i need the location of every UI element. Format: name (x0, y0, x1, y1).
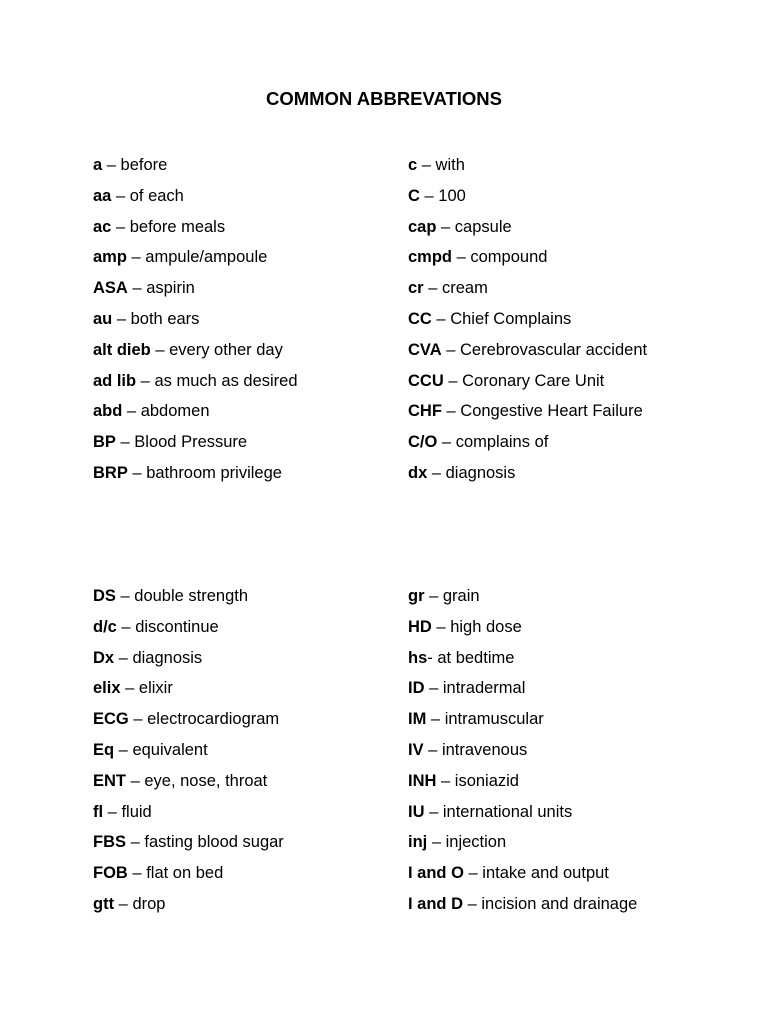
abbreviation-separator: – (150, 340, 170, 359)
abbreviation-meaning: high dose (450, 617, 522, 636)
abbreviation-term: ID (408, 679, 425, 698)
abbreviation-term: c (408, 156, 418, 174)
abbreviation-term: a (93, 156, 103, 174)
abbreviation-separator: – (128, 710, 148, 729)
abbreviation-term: elix (93, 679, 121, 698)
abbreviation-entry (408, 832, 637, 863)
abbreviation-meaning: elixir (138, 679, 173, 698)
abbreviation-meaning: with (435, 156, 465, 174)
abbreviation-separator: – (437, 433, 456, 452)
abbreviation-separator: – (423, 740, 442, 759)
abbreviation-separator: – (427, 833, 446, 852)
abbreviation-separator: – (111, 186, 130, 205)
abbreviation-meaning: 100 (438, 186, 466, 205)
abbreviation-meaning: ampule/ampoule (145, 248, 268, 267)
abbreviation-separator: – (126, 833, 145, 852)
abbreviation-term: gtt (93, 894, 115, 913)
abbreviation-meaning: international units (442, 802, 573, 821)
abbreviation-entry (93, 586, 284, 617)
abbreviation-term: DS (93, 587, 116, 605)
abbreviation-term: amp (93, 248, 127, 267)
abbreviation-term: CC (408, 309, 432, 328)
abbreviation-separator: – (463, 864, 483, 883)
abbreviation-meaning: both ears (130, 309, 200, 328)
abbreviation-separator: – (114, 740, 133, 759)
abbreviation-entry (408, 648, 637, 679)
abbreviation-meaning: double strength (134, 587, 249, 605)
abbreviation-term: d/c (93, 617, 117, 636)
abbreviation-entry (93, 278, 298, 309)
abbreviation-separator: - (427, 648, 438, 667)
abbreviation-entry (93, 832, 284, 863)
abbreviation-meaning: bathroom privilege (146, 463, 282, 482)
abbreviation-entry (408, 432, 647, 463)
abbreviation-separator: – (103, 802, 122, 821)
abbreviation-term: INH (408, 771, 437, 790)
abbreviation-separator: – (127, 864, 147, 883)
abbreviation-entry (93, 863, 284, 894)
abbreviation-meaning: fasting blood sugar (144, 833, 284, 852)
abbreviation-entry (93, 740, 284, 771)
abbreviation-term: inj (408, 833, 428, 852)
abbreviation-term: FBS (93, 833, 126, 852)
abbreviation-term: cap (408, 217, 437, 236)
abbreviation-term: I and O (408, 864, 464, 883)
abbreviation-separator: – (127, 279, 147, 298)
abbreviation-meaning: complains of (455, 433, 549, 452)
abbreviation-separator: – (419, 186, 439, 205)
abbreviation-meaning: equivalent (132, 740, 208, 759)
abbreviation-entry (93, 894, 284, 925)
abbreviation-separator: – (441, 402, 461, 421)
abbreviation-list-section-1-right (408, 155, 647, 494)
abbreviation-meaning: Cerebrovascular accident (459, 340, 648, 359)
abbreviation-separator: – (115, 587, 135, 605)
abbreviation-term: C (408, 186, 420, 205)
abbreviation-meaning: of each (129, 186, 184, 205)
abbreviation-separator: – (441, 340, 460, 359)
abbreviation-separator: – (424, 587, 443, 605)
abbreviation-entry (93, 678, 284, 709)
abbreviation-term: IV (408, 740, 424, 759)
abbreviation-meaning: every other day (169, 340, 283, 359)
abbreviation-term: CVA (408, 340, 442, 359)
abbreviation-separator: – (112, 309, 131, 328)
abbreviation-separator: – (127, 463, 147, 482)
abbreviation-term: cmpd (408, 248, 453, 267)
abbreviation-entry (408, 802, 637, 833)
abbreviation-meaning: isoniazid (454, 771, 519, 790)
abbreviation-term: fl (93, 802, 104, 821)
abbreviation-meaning: Chief Complains (450, 309, 572, 328)
abbreviation-separator: – (114, 648, 133, 667)
abbreviation-entry (408, 740, 637, 771)
abbreviation-meaning: fluid (121, 802, 152, 821)
abbreviation-separator: – (126, 248, 146, 267)
abbreviation-separator: – (120, 679, 139, 698)
abbreviation-meaning: before (120, 156, 168, 174)
abbreviation-meaning: Coronary Care Unit (462, 371, 605, 390)
abbreviation-term: Eq (93, 740, 115, 759)
abbreviation-separator: – (426, 710, 445, 729)
abbreviation-separator: – (452, 248, 471, 267)
abbreviation-list-section-2-left (93, 586, 284, 925)
abbreviation-separator: – (427, 463, 446, 482)
abbreviation-term: hs (408, 648, 428, 667)
abbreviation-term: ac (93, 217, 112, 236)
abbreviation-term: BRP (93, 463, 128, 482)
abbreviation-entry (408, 155, 647, 186)
abbreviation-separator: – (102, 156, 121, 174)
abbreviation-separator: – (136, 371, 155, 390)
abbreviation-meaning: intake and output (482, 864, 609, 883)
abbreviation-list-section-1-left (93, 155, 298, 494)
abbreviation-entry (93, 217, 298, 248)
abbreviation-separator: – (417, 156, 436, 174)
abbreviation-entry (408, 894, 637, 925)
abbreviation-entry (408, 247, 647, 278)
abbreviation-term: ENT (93, 771, 126, 790)
abbreviation-term: FOB (93, 864, 128, 883)
abbreviation-entry (408, 771, 637, 802)
abbreviation-entry (93, 432, 298, 463)
abbreviation-meaning: intradermal (442, 679, 526, 698)
abbreviation-term: HD (408, 617, 432, 636)
abbreviation-entry (408, 371, 647, 402)
abbreviation-meaning: before meals (129, 217, 226, 236)
abbreviation-meaning: injection (445, 833, 507, 852)
abbreviation-entry (408, 617, 637, 648)
abbreviation-meaning: drop (132, 894, 166, 913)
abbreviation-separator: – (423, 279, 442, 298)
abbreviation-term: cr (408, 279, 424, 298)
abbreviation-term: abd (93, 402, 123, 421)
abbreviation-separator: – (116, 617, 136, 636)
abbreviation-meaning: capsule (454, 217, 512, 236)
abbreviation-entry (408, 678, 637, 709)
abbreviation-entry (93, 155, 298, 186)
abbreviation-entry (93, 709, 284, 740)
abbreviation-term: I and D (408, 894, 464, 913)
abbreviation-separator: – (431, 309, 451, 328)
abbreviation-separator: – (436, 771, 455, 790)
abbreviation-term: aa (93, 186, 112, 205)
abbreviation-term: gr (408, 587, 425, 605)
abbreviation-meaning: Congestive Heart Failure (460, 402, 643, 421)
abbreviation-meaning: Blood Pressure (134, 433, 248, 452)
abbreviation-entry (93, 771, 284, 802)
abbreviation-entry (93, 186, 298, 217)
abbreviation-meaning: incision and drainage (481, 894, 638, 913)
abbreviation-entry (408, 863, 637, 894)
abbreviation-entry (408, 278, 647, 309)
abbreviation-separator: – (111, 217, 130, 236)
abbreviation-term: CHF (408, 402, 442, 421)
abbreviation-term: ASA (93, 279, 128, 298)
abbreviation-meaning: diagnosis (132, 648, 203, 667)
abbreviation-separator: – (436, 217, 455, 236)
abbreviation-entry (408, 401, 647, 432)
abbreviation-separator: – (126, 771, 145, 790)
abbreviation-term: ECG (93, 710, 129, 729)
abbreviation-separator: – (463, 894, 482, 913)
abbreviation-entry (93, 401, 298, 432)
abbreviation-meaning: grain (442, 587, 480, 605)
abbreviation-meaning: discontinue (135, 617, 219, 636)
abbreviation-term: au (93, 309, 113, 328)
abbreviation-term: alt dieb (93, 340, 151, 359)
abbreviation-entry (408, 709, 637, 740)
abbreviation-entry (93, 648, 284, 679)
abbreviation-meaning: at bedtime (437, 648, 515, 667)
abbreviation-term: IM (408, 710, 427, 729)
abbreviation-separator: – (431, 617, 451, 636)
abbreviation-meaning: as much as desired (154, 371, 298, 390)
abbreviation-entry (93, 309, 298, 340)
abbreviation-separator: – (443, 371, 463, 390)
abbreviation-entry (93, 802, 284, 833)
abbreviation-meaning: cream (441, 279, 488, 298)
abbreviation-term: C/O (408, 433, 438, 452)
abbreviation-term: BP (93, 433, 116, 452)
abbreviation-entry (408, 463, 647, 494)
abbreviation-entry (408, 309, 647, 340)
abbreviation-entry (408, 586, 637, 617)
abbreviation-term: ad lib (93, 371, 137, 390)
abbreviation-entry (93, 617, 284, 648)
abbreviation-meaning: aspirin (146, 279, 195, 298)
abbreviation-separator: – (424, 679, 443, 698)
abbreviation-meaning: intramuscular (444, 710, 544, 729)
abbreviation-term: dx (408, 463, 428, 482)
abbreviation-meaning: abdomen (140, 402, 210, 421)
abbreviation-entry (93, 340, 298, 371)
abbreviation-separator: – (115, 433, 135, 452)
abbreviation-entry (408, 186, 647, 217)
abbreviation-meaning: compound (470, 248, 548, 267)
abbreviation-separator: – (122, 402, 141, 421)
abbreviation-separator: – (424, 802, 443, 821)
abbreviation-entry (93, 247, 298, 278)
abbreviation-meaning: eye, nose, throat (144, 771, 268, 790)
abbreviation-term: Dx (93, 648, 115, 667)
abbreviation-list-section-2-right (408, 586, 637, 925)
abbreviation-entry (408, 340, 647, 371)
abbreviation-meaning: electrocardiogram (147, 710, 280, 729)
abbreviation-separator: – (114, 894, 133, 913)
abbreviation-meaning: flat on bed (146, 864, 224, 883)
abbreviation-entry (408, 217, 647, 248)
page-title: COMMON ABBREVATIONS (265, 88, 503, 109)
abbreviation-term: CCU (408, 371, 444, 390)
abbreviation-term: IU (408, 802, 425, 821)
abbreviation-meaning: intravenous (441, 740, 528, 759)
abbreviation-entry (93, 463, 298, 494)
abbreviation-entry (93, 371, 298, 402)
abbreviation-meaning: diagnosis (445, 463, 516, 482)
